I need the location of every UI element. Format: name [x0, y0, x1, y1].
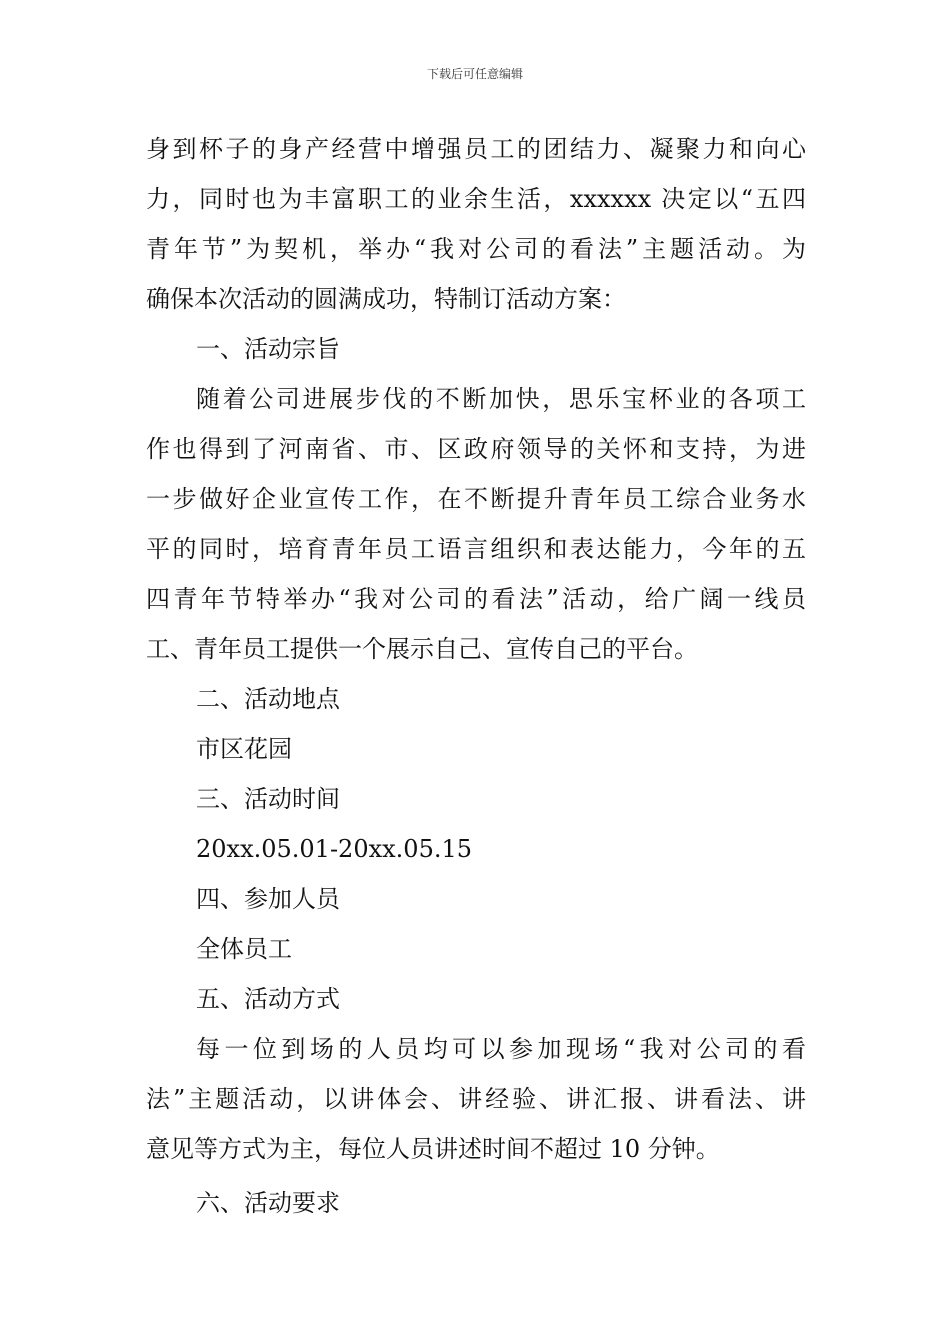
- purpose-line-4: 平的同时，培育青年员工语言组织和表达能力，今年的五: [146, 535, 806, 563]
- section-title-method: 五、活动方式: [196, 985, 340, 1013]
- method-line-3: 意见等方式为主，每位人员讲述时间不超过 10 分钟。: [146, 1135, 720, 1163]
- intro-line-1: 身到杯子的身产经营中增强员工的团结力、凝聚力和向心: [146, 135, 806, 163]
- time-value: 20xx.05.01-20xx.05.15: [196, 835, 472, 863]
- section-title-requirements: 六、活动要求: [196, 1189, 340, 1217]
- method-line-1: 每一位到场的人员均可以参加现场“我对公司的看: [196, 1035, 806, 1063]
- document-body: [146, 124, 806, 1228]
- section-title-participants: 四、参加人员: [196, 885, 340, 913]
- page-header-watermark: 下载后可任意编辑: [426, 67, 523, 81]
- intro-line-4: 确保本次活动的圆满成功，特制订活动方案：: [146, 285, 626, 313]
- section-title-time: 三、活动时间: [196, 785, 340, 813]
- purpose-line-2: 作也得到了河南省、市、区政府领导的关怀和支持，为进: [146, 435, 806, 463]
- purpose-line-3: 一步做好企业宣传工作，在不断提升青年员工综合业务水: [146, 485, 806, 513]
- purpose-line-1: 随着公司进展步伐的不断加快，思乐宝杯业的各项工: [196, 385, 806, 413]
- purpose-line-5: 四青年节特举办“我对公司的看法”活动，给广阔一线员: [146, 585, 806, 613]
- intro-line-2: 力，同时也为丰富职工的业余生活，xxxxxx 决定以“五四: [146, 185, 806, 213]
- purpose-line-6: 工、青年员工提供一个展示自己、宣传自己的平台。: [146, 635, 698, 663]
- participants-value: 全体员工: [196, 935, 292, 963]
- section-title-purpose: 一、活动宗旨: [196, 335, 340, 363]
- section-title-location: 二、活动地点: [196, 685, 340, 713]
- location-value: 市区花园: [196, 735, 292, 763]
- intro-line-3: 青年节”为契机，举办“我对公司的看法”主题活动。为: [146, 235, 806, 263]
- method-line-2: 法”主题活动，以讲体会、讲经验、讲汇报、讲看法、讲: [146, 1085, 806, 1113]
